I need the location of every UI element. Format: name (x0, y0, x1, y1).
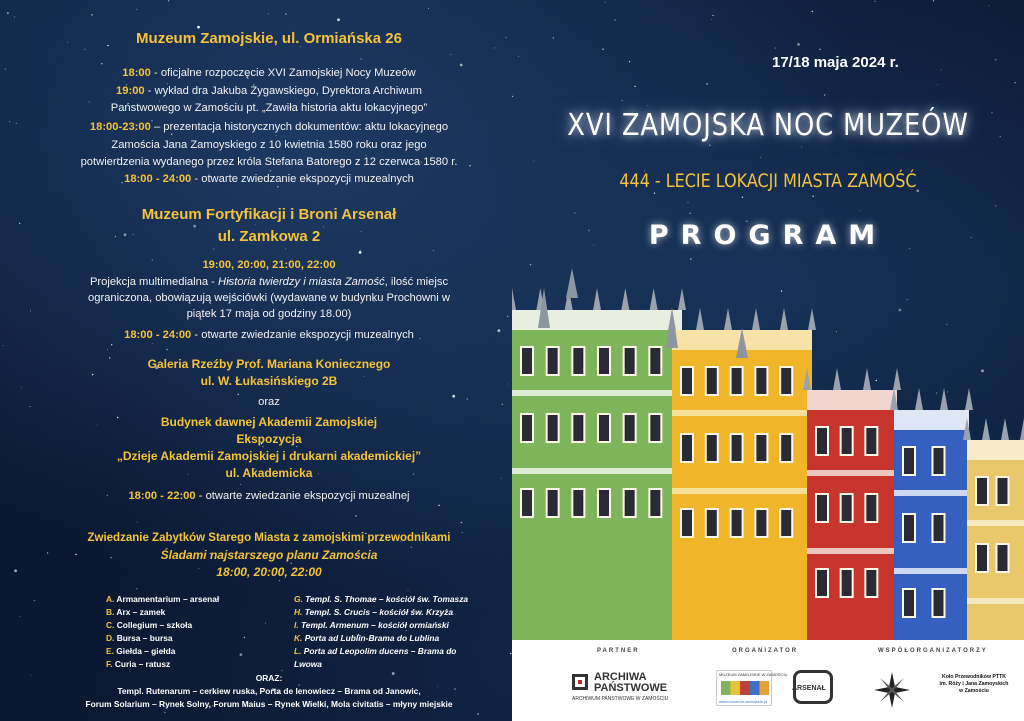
kolo-przewodnikow-text: Koło Przewodników PTTK im. Róży i Jana Zamoyskich w Zamościu (939, 674, 1009, 694)
museum-zamojskie-line: 18:00 - 24:00 - otwarte zwiedzanie ekspozycji muzealnych (124, 173, 414, 185)
akademia-heading-2: Ekspozycja (236, 432, 302, 446)
legend-left-column (106, 593, 219, 671)
arsenal-open: 18:00 - 24:00 - otwarte zwiedzanie ekspozycji muzealnych (124, 329, 414, 341)
museum-zamojskie-line: 18:00-23:00 – prezentacja historycznych dokumentów: aktu lokacyjnego (89, 121, 449, 133)
window (842, 570, 852, 596)
colored-facades-icon (721, 681, 769, 695)
window (573, 348, 583, 374)
window (682, 435, 692, 461)
partner-label: PARTNER (597, 648, 640, 654)
legend-item: A. Armamentarium – arsenał (106, 594, 220, 604)
window (781, 368, 791, 394)
oraz-label: oraz (258, 396, 280, 408)
window (522, 415, 532, 441)
window (707, 368, 717, 394)
pinnacle (621, 288, 629, 310)
pinnacle (1020, 418, 1024, 440)
window (977, 545, 987, 571)
window (573, 490, 583, 516)
legend-oraz-label: ORAZ: (255, 673, 283, 683)
window (934, 515, 944, 541)
legend-item: H. Templ. S. Crucis – kościół św. Krzyża (294, 607, 454, 617)
window (625, 490, 635, 516)
attic (512, 310, 682, 330)
legend-item: E. Giełda – giełda (106, 646, 176, 656)
tour-times: 18:00, 20:00, 22:00 (216, 565, 322, 579)
archiwa-panstwowe-logo: ARCHIWA PAŃSTWOWE ARCHIWUM PAŃSTWOWE W ZAMOŚCIU (572, 671, 669, 702)
window (599, 490, 609, 516)
legend-item: G. Templ. S. Thomae – kościół św. Tomasza (294, 594, 469, 604)
window (904, 448, 914, 474)
museum-zamojskie-line: 18:00 - oficjalne rozpoczęcie XVI Zamojskiej Nocy Muzeów (122, 67, 416, 79)
window (522, 490, 532, 516)
event-title: XVI ZAMOJSKA NOC MUZEÓW (567, 108, 969, 143)
wspolorganizatorzy-label: WSPÓŁORGANIZATORZY (878, 648, 988, 654)
window (977, 478, 987, 504)
legend-item: K. Porta ad Lublin-Brama do Lublina (294, 633, 440, 643)
program-heading: PROGRAM (648, 220, 888, 251)
legend-item: D. Bursa – bursa (106, 633, 173, 643)
pinnacle (752, 308, 760, 330)
archiwa-square-icon (572, 674, 588, 690)
spire (566, 268, 578, 298)
arsenal-desc-1: Projekcja multimedialna - Historia twierdzy i miasta Zamość, ilość miejsc (89, 276, 449, 288)
window (904, 590, 914, 616)
arsenal-desc-3: piątek 17 maja od godziny 18.00) (186, 308, 352, 320)
window (781, 510, 791, 536)
pinnacle (696, 308, 704, 330)
legend-item: Lwowa (294, 659, 322, 669)
pinnacle (808, 308, 816, 330)
window (934, 448, 944, 474)
pinnacle (512, 288, 516, 310)
window (866, 570, 876, 596)
legend-oraz-line-2: Forum Solarium – Rynek Solny, Forum Maius – Rynek Wielki, Mola civitatis – młyny miejskie (85, 699, 453, 709)
right-panel (512, 0, 1024, 721)
window (817, 495, 827, 521)
window (650, 415, 660, 441)
pinnacle (965, 388, 973, 410)
tour-heading: Zwiedzanie Zabytków Starego Miasta z zamojskimi przewodnikami (87, 532, 451, 544)
arsenal-logo: ARSENAŁ (790, 670, 836, 708)
window (650, 348, 660, 374)
window (934, 590, 944, 616)
window (548, 415, 558, 441)
window (998, 478, 1008, 504)
pinnacle (780, 308, 788, 330)
window (682, 368, 692, 394)
museum-zamojskie-line: potwierdzenia wydanego przez króla Stefana Batorego z 12 czerwca 1580 r. (80, 156, 458, 168)
window (599, 348, 609, 374)
legend-item: L. Porta ad Leopolim ducens – Brama do (294, 646, 457, 656)
window (732, 368, 742, 394)
muzeum-zamojskie-logo: MUZEUM ZAMOJSKIE W ZAMOŚCIU www.muzeum-zamojskie.pl (716, 670, 772, 706)
old-town-houses-illustration (512, 268, 1024, 640)
pinnacle (593, 288, 601, 310)
pinnacle (1001, 418, 1009, 440)
window (548, 490, 558, 516)
pinnacle (915, 388, 923, 410)
arsenal-desc-2: ograniczona, obowiązują wejściówki (wydawane w budynku Prochowni w (88, 292, 450, 304)
pinnacle (678, 288, 686, 310)
window (842, 495, 852, 521)
window (707, 510, 717, 536)
pinnacle (650, 288, 658, 310)
window (817, 570, 827, 596)
akademia-heading-4: ul. Akademicka (225, 466, 313, 480)
pinnacle (893, 368, 901, 390)
window (732, 435, 742, 461)
galeria-heading-2: ul. W. Łukasińskiego 2B (200, 374, 338, 388)
window (842, 428, 852, 454)
akademia-heading-3: „Dzieje Akademii Zamojskiej i drukarni akademickiej” (116, 449, 422, 463)
event-date: 17/18 maja 2024 r. (772, 54, 899, 71)
legend-item: I. Templ. Armenum – kościół ormiański (294, 620, 449, 630)
window (707, 435, 717, 461)
pinnacle (940, 388, 948, 410)
legend-oraz-line-1: Templ. Rutenarum – cerkiew ruska, Porta de Ienowiecz – Brama od Janowic, (117, 686, 421, 696)
museum-zamojskie-line: Zamościa Jana Zamoyskiego z 10 kwietnia 1580 roku oraz jego (111, 139, 427, 151)
window (817, 428, 827, 454)
window (904, 515, 914, 541)
window (573, 415, 583, 441)
galeria-heading-1: Galeria Rzeźby Prof. Mariana Koniecznego (147, 357, 391, 371)
legend-item: B. Arx – zamek (106, 607, 166, 617)
window (599, 415, 609, 441)
window (756, 368, 766, 394)
sponsor-footer (512, 640, 1024, 721)
attic (967, 440, 1024, 460)
legend-item: F. Curia – ratusz (106, 659, 171, 669)
akademia-heading-1: Budynek dawnej Akademii Zamojskiej (160, 415, 378, 429)
window (866, 495, 876, 521)
akademia-open: 18:00 - 22:00 - otwarte zwiedzanie ekspozycji muzealnej (128, 490, 410, 502)
pinnacle (724, 308, 732, 330)
window (625, 348, 635, 374)
window (998, 545, 1008, 571)
pinnacle (833, 368, 841, 390)
window (522, 348, 532, 374)
window (548, 348, 558, 374)
arsenal-times: 19:00, 20:00, 21:00, 22:00 (202, 259, 336, 271)
pinnacle (982, 418, 990, 440)
window (625, 415, 635, 441)
museum-zamojskie-heading: Muzeum Zamojskie, ul. Ormiańska 26 (136, 30, 402, 47)
museum-zamojskie-line: 19:00 - wykład dra Jakuba Żygawskiego, Dyrektora Archiwum (116, 85, 422, 97)
window (756, 435, 766, 461)
attic (807, 390, 897, 410)
window (756, 510, 766, 536)
window (650, 490, 660, 516)
window (866, 428, 876, 454)
compass-rose-icon (872, 670, 912, 710)
arsenal-heading-1: Muzeum Fortyfikacji i Broni Arsenał (141, 206, 397, 223)
window (781, 435, 791, 461)
tour-subheading: Śladami najstarszego planu Zamościa (160, 548, 378, 562)
arsenal-heading-2: ul. Zamkowa 2 (217, 228, 321, 245)
window (682, 510, 692, 536)
window (732, 510, 742, 536)
attic (894, 410, 969, 430)
pinnacle (863, 368, 871, 390)
organizator-label: ORGANIZATOR (732, 648, 799, 654)
legend-item: C. Collegium – szkoła (106, 620, 193, 630)
event-subtitle: 444 - LECIE LOKACJI MIASTA ZAMOŚĆ (619, 170, 917, 192)
museum-zamojskie-line: Państwowego w Zamościu pt. „Zawiła historia aktu lokacyjnego” (110, 102, 428, 114)
